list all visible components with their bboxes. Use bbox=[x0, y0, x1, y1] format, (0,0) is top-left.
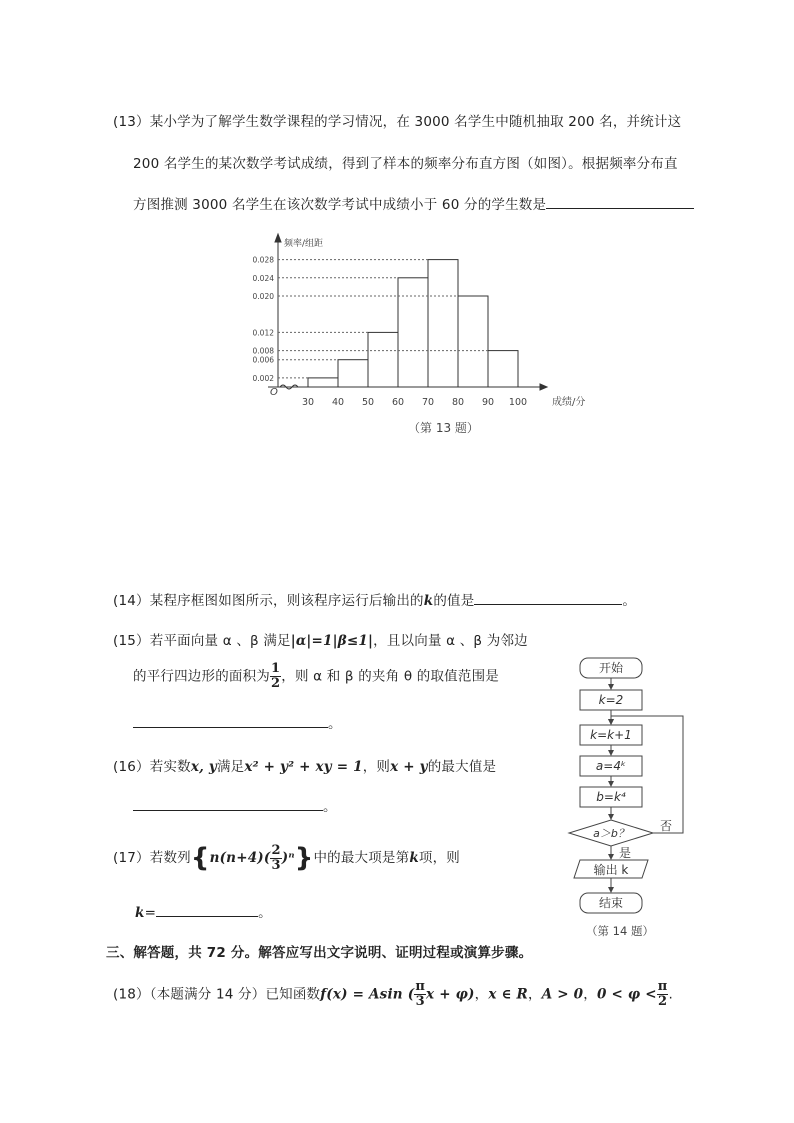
q15-answer-blank bbox=[133, 713, 328, 728]
q18-cond3a: 0 < φ < bbox=[596, 986, 657, 1003]
y-tick-label: 0.024 bbox=[252, 273, 274, 283]
q17-k-eq: = bbox=[144, 905, 157, 921]
q15-cond: |α|=1|β≤1| bbox=[290, 633, 374, 649]
origin-label: O bbox=[270, 387, 278, 398]
flow-caption: （第 14 题） bbox=[586, 924, 654, 938]
q14-line bbox=[113, 589, 636, 609]
q17-line1 bbox=[113, 843, 460, 873]
q17-var: k bbox=[409, 850, 419, 866]
q16-line2 bbox=[133, 795, 337, 815]
q17-brace-right: } bbox=[294, 843, 314, 873]
q18-func: f(x) = Asin ( bbox=[320, 986, 415, 1003]
q16-end: 。 bbox=[323, 799, 337, 815]
x-tick-label: 40 bbox=[331, 397, 345, 408]
q15-line2 bbox=[133, 662, 499, 691]
q15-line2b: ，则 α 和 β 的夹角 θ 的取值范围是 bbox=[281, 668, 499, 685]
x-tick-label: 50 bbox=[361, 397, 375, 408]
flow-end: 结束 bbox=[598, 896, 624, 910]
q17-frac-num: 2 bbox=[271, 842, 281, 858]
histogram-bar bbox=[488, 351, 518, 387]
q18-cond2: A > 0 bbox=[541, 986, 584, 1003]
flow-no: 否 bbox=[659, 819, 673, 833]
histogram-bar bbox=[368, 332, 398, 387]
q16-text-b: 满足 bbox=[216, 759, 245, 775]
y-tick-label: 0.006 bbox=[252, 355, 274, 365]
q15-frac-den: 2 bbox=[271, 676, 281, 691]
y-tick-label: 0.008 bbox=[252, 346, 274, 356]
x-tick-label: 90 bbox=[481, 397, 495, 408]
q16-text-d: 的最大值是 bbox=[427, 759, 497, 775]
q18-cond1: x ∈ R bbox=[488, 986, 528, 1003]
histogram-chart bbox=[250, 232, 586, 442]
q13-line1: (13）某小学为了解学生数学课程的学习情况，在 3000 名学生中随机抽取 200 名，并统计这 bbox=[113, 114, 682, 130]
q15-end: 。 bbox=[328, 716, 342, 732]
q18-sep2: ， bbox=[527, 986, 542, 1003]
flow-cond: a＞b？ bbox=[593, 827, 629, 840]
q15-fraction bbox=[270, 662, 281, 691]
q17-seq-a: n(n+4)( bbox=[209, 850, 271, 866]
x-tick-label: 100 bbox=[508, 397, 528, 408]
q18-sep1: ， bbox=[474, 986, 489, 1003]
y-axis-arrow bbox=[275, 234, 281, 242]
q13-caption: （第 13 题） bbox=[408, 421, 479, 435]
q17-brace-left: { bbox=[190, 843, 210, 873]
q18-pi3-fraction bbox=[414, 980, 426, 1009]
q15-frac-num: 1 bbox=[271, 661, 281, 676]
x-tick-label: 60 bbox=[391, 397, 405, 408]
q16-expr: x + y bbox=[390, 759, 428, 775]
q15-line1 bbox=[113, 629, 528, 649]
histogram-bar bbox=[428, 260, 458, 387]
q18-func-b: x + φ) bbox=[426, 986, 475, 1003]
q16-vars: x, y bbox=[190, 759, 217, 775]
y-tick-label: 0.012 bbox=[252, 328, 274, 338]
x-tick-label: 80 bbox=[451, 397, 465, 408]
q18-end: . bbox=[668, 986, 673, 1003]
y-axis-label: 频率/组距 bbox=[284, 239, 324, 249]
q16-equation: x² + y² + xy = 1 bbox=[244, 759, 363, 775]
q16-line1 bbox=[113, 755, 496, 775]
q17-text-a: (17）若数列 bbox=[113, 850, 191, 866]
q13-line2: 200 名学生的某次数学考试成绩，得到了样本的频率分布直方图（如图）。根据频率分布直 bbox=[133, 156, 678, 172]
flow-step3: b=k⁴ bbox=[596, 790, 626, 804]
q18-text-a: (18）（本题满分 14 分）已知函数 bbox=[113, 986, 321, 1003]
q17-frac-den: 3 bbox=[271, 857, 281, 873]
q16-text-c: ，则 bbox=[362, 759, 391, 775]
q18-pi-den: 3 bbox=[415, 994, 425, 1009]
q17-line2 bbox=[135, 901, 272, 921]
q18-pi-num: π bbox=[415, 979, 426, 994]
y-tick-label: 0.020 bbox=[252, 292, 274, 301]
q14-answer-blank bbox=[474, 590, 622, 605]
histogram-bar bbox=[308, 378, 338, 387]
histogram-bar bbox=[398, 278, 428, 387]
q13-line3-text: 方图推测 3000 名学生在该次数学考试中成绩小于 60 分的学生数是 bbox=[133, 197, 547, 213]
q14-var: k bbox=[423, 593, 434, 609]
q17-k-label: k bbox=[135, 905, 145, 921]
q18-pi2-den: 2 bbox=[657, 994, 668, 1009]
q13-line3 bbox=[133, 193, 694, 213]
histogram-bar bbox=[338, 360, 368, 387]
section3-heading: 三、解答题，共 72 分。解答应写出文字说明、证明过程或演算步骤。 bbox=[106, 945, 533, 961]
flow-yes: 是 bbox=[618, 846, 632, 860]
x-tick-label: 30 bbox=[301, 397, 315, 408]
q18-line bbox=[113, 980, 673, 1009]
q15-line2a: 的平行四边形的面积为 bbox=[133, 668, 270, 685]
x-axis-arrow bbox=[540, 384, 547, 390]
q17-fraction bbox=[270, 844, 281, 873]
q17-text-c: 项，则 bbox=[418, 850, 461, 866]
q17-seq-b: )ⁿ bbox=[281, 850, 295, 866]
q16-text-a: (16）若实数 bbox=[113, 759, 191, 775]
x-tick-label: 70 bbox=[421, 397, 435, 408]
q15-text-b: ，且以向量 α 、β 为邻边 bbox=[373, 633, 528, 649]
q17-text-b: 中的最大项是第 bbox=[313, 850, 410, 866]
q15-line3 bbox=[133, 712, 342, 732]
flow-init: k=2 bbox=[598, 693, 624, 707]
q16-answer-blank bbox=[133, 796, 323, 811]
q14-text-a: (14）某程序框图如图所示，则该程序运行后输出的 bbox=[113, 593, 424, 609]
q18-pi2-num: π bbox=[657, 979, 668, 994]
flow-output: 输出 k bbox=[593, 863, 629, 877]
flow-start: 开始 bbox=[598, 661, 624, 675]
q18-sep3: ， bbox=[583, 986, 597, 1003]
histogram-bar bbox=[458, 296, 488, 387]
flowchart bbox=[558, 652, 698, 942]
y-tick-label: 0.002 bbox=[252, 373, 274, 383]
q18-pi2-fraction bbox=[657, 980, 669, 1009]
q14-end: 。 bbox=[622, 593, 637, 609]
q17-answer-blank bbox=[156, 902, 258, 917]
flow-step1: k=k+1 bbox=[590, 728, 632, 742]
q14-text-b: 的值是 bbox=[433, 593, 475, 609]
q17-end: 。 bbox=[258, 905, 272, 921]
flow-step2: a=4ᵏ bbox=[595, 759, 627, 773]
x-axis-label: 成绩/分 bbox=[552, 397, 586, 408]
q13-answer-blank bbox=[546, 194, 694, 209]
q15-text-a: (15）若平面向量 α 、β 满足 bbox=[113, 633, 291, 649]
y-tick-label: 0.028 bbox=[252, 255, 274, 265]
